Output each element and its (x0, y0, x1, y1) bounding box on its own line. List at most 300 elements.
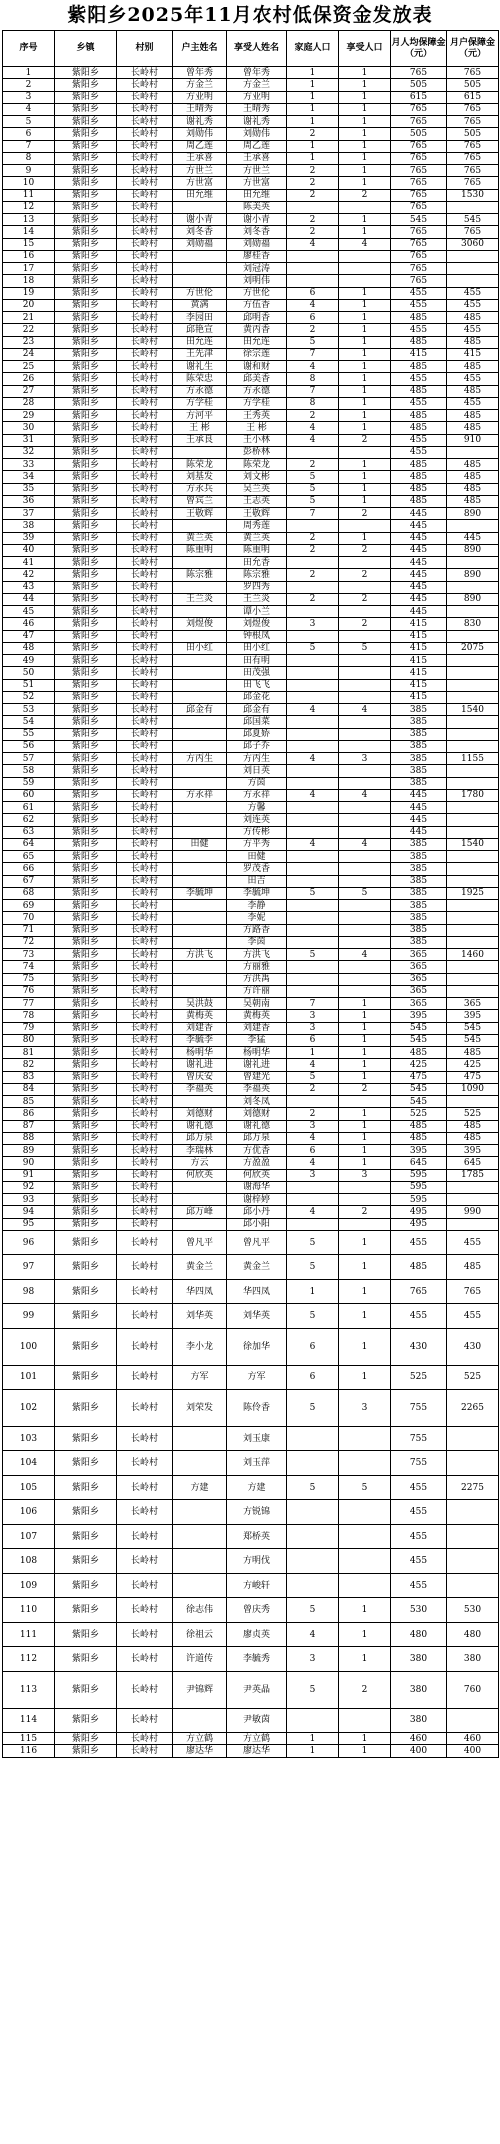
cell-covered-size (339, 201, 391, 213)
cell-household-total: 485 (447, 361, 499, 373)
cell-index: 4 (3, 103, 55, 115)
cell-per-capita: 455 (391, 1475, 447, 1500)
cell-township: 紫阳乡 (55, 103, 117, 115)
cell-village: 长岭村 (117, 1120, 173, 1132)
cell-household-total (447, 263, 499, 275)
cell-township: 紫阳乡 (55, 606, 117, 618)
cell-covered-size (339, 802, 391, 814)
cell-covered-size: 1 (339, 483, 391, 495)
cell-covered-size: 1 (339, 1745, 391, 1757)
cell-covered-size (339, 1181, 391, 1193)
cell-covered-size (339, 655, 391, 667)
cell-per-capita: 415 (391, 679, 447, 691)
cell-village: 长岭村 (117, 1671, 173, 1708)
cell-family-size (287, 924, 339, 936)
cell-village: 长岭村 (117, 1157, 173, 1169)
cell-household-total (447, 1549, 499, 1574)
cell-index: 33 (3, 459, 55, 471)
cell-householder (173, 1194, 227, 1206)
cell-household-total: 765 (447, 177, 499, 189)
cell-covered-size (339, 716, 391, 728)
cell-recipient: 方丽雅 (227, 961, 287, 973)
table-row (3, 642, 499, 654)
cell-index: 18 (3, 275, 55, 287)
cell-covered-size: 1 (339, 1304, 391, 1329)
cell-index: 116 (3, 1745, 55, 1757)
cell-index: 1 (3, 67, 55, 79)
cell-per-capita: 385 (391, 716, 447, 728)
cell-household-total: 765 (447, 226, 499, 238)
cell-family-size: 5 (287, 471, 339, 483)
table-row (3, 802, 499, 814)
cell-family-size (287, 1451, 339, 1476)
cell-index: 41 (3, 557, 55, 569)
cell-family-size (287, 275, 339, 287)
cell-recipient: 方业明 (227, 91, 287, 103)
cell-village: 长岭村 (117, 238, 173, 250)
table-row (3, 593, 499, 605)
cell-index: 103 (3, 1426, 55, 1451)
cell-township: 紫阳乡 (55, 324, 117, 336)
cell-covered-size (339, 667, 391, 679)
cell-index: 114 (3, 1708, 55, 1733)
cell-recipient: 何欣英 (227, 1169, 287, 1181)
table-row (3, 214, 499, 226)
cell-family-size: 4 (287, 238, 339, 250)
cell-recipient: 刘冬香 (227, 226, 287, 238)
cell-householder: 吴洪鼓 (173, 998, 227, 1010)
cell-covered-size (339, 630, 391, 642)
cell-township: 紫阳乡 (55, 1390, 117, 1427)
cell-per-capita: 485 (391, 495, 447, 507)
header-cell: 享受人口 (339, 31, 391, 67)
cell-householder (173, 912, 227, 924)
cell-household-total (447, 875, 499, 887)
cell-village: 长岭村 (117, 802, 173, 814)
cell-household-total: 1780 (447, 789, 499, 801)
cell-recipient: 邱夏娇 (227, 728, 287, 740)
cell-covered-size: 1 (339, 91, 391, 103)
cell-family-size: 4 (287, 299, 339, 311)
cell-township: 紫阳乡 (55, 1549, 117, 1574)
table-row (3, 1255, 499, 1280)
cell-householder (173, 446, 227, 458)
cell-household-total: 455 (447, 1304, 499, 1329)
cell-householder (173, 973, 227, 985)
cell-family-size: 5 (287, 1071, 339, 1083)
table-row (3, 1132, 499, 1144)
cell-recipient: 曾凡平 (227, 1230, 287, 1255)
cell-covered-size: 1 (339, 299, 391, 311)
cell-village: 长岭村 (117, 214, 173, 226)
cell-township: 紫阳乡 (55, 459, 117, 471)
cell-per-capita: 455 (391, 287, 447, 299)
cell-per-capita: 530 (391, 1598, 447, 1623)
cell-village: 长岭村 (117, 434, 173, 446)
cell-householder: 方金兰 (173, 79, 227, 91)
cell-index: 84 (3, 1083, 55, 1095)
cell-village: 长岭村 (117, 471, 173, 483)
cell-covered-size: 1 (339, 422, 391, 434)
cell-householder (173, 275, 227, 287)
cell-per-capita: 385 (391, 728, 447, 740)
cell-township: 紫阳乡 (55, 1524, 117, 1549)
cell-household-total (447, 691, 499, 703)
cell-family-size: 2 (287, 177, 339, 189)
cell-township: 紫阳乡 (55, 520, 117, 532)
header-cell: 序号 (3, 31, 55, 67)
cell-family-size (287, 777, 339, 789)
cell-township: 紫阳乡 (55, 728, 117, 740)
cell-village: 长岭村 (117, 789, 173, 801)
cell-index: 98 (3, 1279, 55, 1304)
cell-family-size: 7 (287, 385, 339, 397)
cell-household-total (447, 606, 499, 618)
cell-index: 14 (3, 226, 55, 238)
cell-covered-size (339, 1194, 391, 1206)
cell-covered-size: 1 (339, 103, 391, 115)
cell-index: 76 (3, 985, 55, 997)
cell-householder (173, 201, 227, 213)
cell-index: 17 (3, 263, 55, 275)
cell-family-size: 7 (287, 508, 339, 520)
cell-household-total: 485 (447, 1255, 499, 1280)
cell-index: 112 (3, 1647, 55, 1672)
table-row (3, 483, 499, 495)
cell-family-size: 6 (287, 287, 339, 299)
cell-family-size: 3 (287, 1120, 339, 1132)
cell-village: 长岭村 (117, 716, 173, 728)
cell-village: 长岭村 (117, 1083, 173, 1095)
cell-per-capita: 445 (391, 814, 447, 826)
cell-per-capita: 395 (391, 1010, 447, 1022)
cell-family-size (287, 1218, 339, 1230)
cell-householder: 刘德财 (173, 1108, 227, 1120)
cell-household-total: 505 (447, 79, 499, 91)
cell-per-capita: 445 (391, 826, 447, 838)
cell-household-total (447, 900, 499, 912)
table-row (3, 900, 499, 912)
cell-householder: 方永祥 (173, 789, 227, 801)
cell-householder: 曾年秀 (173, 67, 227, 79)
cell-per-capita: 385 (391, 936, 447, 948)
cell-recipient: 钟根凤 (227, 630, 287, 642)
cell-village: 长岭村 (117, 495, 173, 507)
cell-village: 长岭村 (117, 361, 173, 373)
cell-township: 紫阳乡 (55, 704, 117, 716)
cell-householder (173, 961, 227, 973)
cell-householder: 谢小青 (173, 214, 227, 226)
cell-covered-size (339, 275, 391, 287)
cell-index: 99 (3, 1304, 55, 1329)
cell-household-total (447, 275, 499, 287)
cell-village: 长岭村 (117, 998, 173, 1010)
cell-householder: 廖达华 (173, 1745, 227, 1757)
cell-household-total (447, 581, 499, 593)
cell-recipient: 刘明伟 (227, 275, 287, 287)
cell-index: 101 (3, 1365, 55, 1390)
cell-per-capita: 380 (391, 1647, 447, 1672)
table-row (3, 875, 499, 887)
cell-per-capita: 430 (391, 1328, 447, 1365)
table-row (3, 495, 499, 507)
cell-township: 紫阳乡 (55, 361, 117, 373)
header-cell: 月人均保障金（元） (391, 31, 447, 67)
cell-household-total: 525 (447, 1365, 499, 1390)
table-row (3, 263, 499, 275)
cell-index: 5 (3, 116, 55, 128)
cell-township: 紫阳乡 (55, 826, 117, 838)
cell-covered-size: 1 (339, 152, 391, 164)
cell-covered-size: 1 (339, 1132, 391, 1144)
cell-village: 长岭村 (117, 1255, 173, 1280)
table-row (3, 630, 499, 642)
cell-village: 长岭村 (117, 373, 173, 385)
table-row (3, 961, 499, 973)
cell-covered-size: 1 (339, 165, 391, 177)
cell-recipient: 陈美英 (227, 201, 287, 213)
cell-householder (173, 520, 227, 532)
table-row (3, 226, 499, 238)
table-row (3, 103, 499, 115)
table-row (3, 1524, 499, 1549)
table-row (3, 557, 499, 569)
cell-family-size: 6 (287, 1328, 339, 1365)
cell-township: 紫阳乡 (55, 753, 117, 765)
table-row (3, 704, 499, 716)
cell-householder: 方河平 (173, 410, 227, 422)
cell-township: 紫阳乡 (55, 1745, 117, 1757)
cell-township: 紫阳乡 (55, 348, 117, 360)
cell-township: 紫阳乡 (55, 1169, 117, 1181)
cell-recipient: 方世兰 (227, 165, 287, 177)
cell-household-total: 1785 (447, 1169, 499, 1181)
cell-household-total (447, 716, 499, 728)
cell-householder: 刘荣发 (173, 1390, 227, 1427)
cell-village: 长岭村 (117, 189, 173, 201)
cell-family-size (287, 900, 339, 912)
cell-recipient: 曾建光 (227, 1071, 287, 1083)
cell-per-capita: 485 (391, 361, 447, 373)
table-row (3, 924, 499, 936)
cell-per-capita: 365 (391, 961, 447, 973)
cell-household-total: 485 (447, 1047, 499, 1059)
cell-covered-size: 1 (339, 67, 391, 79)
cell-township: 紫阳乡 (55, 716, 117, 728)
cell-township: 紫阳乡 (55, 483, 117, 495)
cell-household-total (447, 250, 499, 262)
cell-household-total (447, 924, 499, 936)
table-row (3, 1157, 499, 1169)
cell-covered-size: 1 (339, 397, 391, 409)
table-row (3, 838, 499, 850)
cell-family-size (287, 1500, 339, 1525)
cell-village: 长岭村 (117, 1500, 173, 1525)
cell-village: 长岭村 (117, 152, 173, 164)
cell-household-total: 485 (447, 312, 499, 324)
cell-covered-size: 2 (339, 189, 391, 201)
cell-township: 紫阳乡 (55, 618, 117, 630)
cell-village: 长岭村 (117, 1549, 173, 1574)
cell-householder: 陈重明 (173, 544, 227, 556)
cell-family-size: 4 (287, 1206, 339, 1218)
cell-township: 紫阳乡 (55, 532, 117, 544)
cell-per-capita: 485 (391, 385, 447, 397)
cell-township: 紫阳乡 (55, 299, 117, 311)
cell-index: 39 (3, 532, 55, 544)
cell-family-size (287, 814, 339, 826)
cell-householder: 陈宗雅 (173, 569, 227, 581)
table-row (3, 753, 499, 765)
cell-township: 紫阳乡 (55, 949, 117, 961)
cell-family-size (287, 1426, 339, 1451)
cell-index: 27 (3, 385, 55, 397)
cell-recipient: 刘连英 (227, 814, 287, 826)
cell-family-size: 4 (287, 1132, 339, 1144)
cell-per-capita: 445 (391, 508, 447, 520)
table-row (3, 1304, 499, 1329)
cell-household-total: 365 (447, 998, 499, 1010)
cell-village: 长岭村 (117, 79, 173, 91)
cell-township: 紫阳乡 (55, 1647, 117, 1672)
cell-family-size: 6 (287, 312, 339, 324)
cell-index: 32 (3, 446, 55, 458)
cell-township: 紫阳乡 (55, 287, 117, 299)
cell-recipient: 李静 (227, 900, 287, 912)
table-row (3, 1365, 499, 1390)
cell-index: 12 (3, 201, 55, 213)
cell-index: 58 (3, 765, 55, 777)
cell-per-capita: 385 (391, 753, 447, 765)
cell-per-capita: 365 (391, 973, 447, 985)
cell-householder: 李瑞林 (173, 1145, 227, 1157)
cell-householder: 杨明华 (173, 1047, 227, 1059)
cell-per-capita: 485 (391, 410, 447, 422)
cell-township: 紫阳乡 (55, 1145, 117, 1157)
cell-covered-size: 1 (339, 1622, 391, 1647)
cell-recipient: 王兰炎 (227, 593, 287, 605)
cell-household-total: 890 (447, 569, 499, 581)
cell-index: 44 (3, 593, 55, 605)
cell-index: 102 (3, 1390, 55, 1427)
cell-covered-size: 1 (339, 471, 391, 483)
cell-village: 长岭村 (117, 91, 173, 103)
cell-family-size: 1 (287, 116, 339, 128)
cell-village: 长岭村 (117, 900, 173, 912)
cell-household-total: 525 (447, 1108, 499, 1120)
cell-village: 长岭村 (117, 1745, 173, 1757)
cell-index: 71 (3, 924, 55, 936)
cell-township: 紫阳乡 (55, 226, 117, 238)
cell-village: 长岭村 (117, 226, 173, 238)
table-row (3, 508, 499, 520)
cell-householder: 邱金有 (173, 704, 227, 716)
cell-per-capita: 455 (391, 1500, 447, 1525)
table-row (3, 691, 499, 703)
cell-family-size (287, 263, 339, 275)
cell-recipient: 刘德财 (227, 1108, 287, 1120)
cell-family-size: 2 (287, 459, 339, 471)
cell-family-size: 4 (287, 789, 339, 801)
table-row (3, 471, 499, 483)
cell-recipient: 周乙莲 (227, 140, 287, 152)
cell-village: 长岭村 (117, 1108, 173, 1120)
table-row (3, 532, 499, 544)
cell-recipient: 方世富 (227, 177, 287, 189)
cell-index: 89 (3, 1145, 55, 1157)
cell-recipient: 方锐锦 (227, 1500, 287, 1525)
cell-village: 长岭村 (117, 508, 173, 520)
cell-per-capita: 765 (391, 103, 447, 115)
cell-index: 91 (3, 1169, 55, 1181)
cell-township: 紫阳乡 (55, 1622, 117, 1647)
cell-village: 长岭村 (117, 177, 173, 189)
cell-householder: 王兰炎 (173, 593, 227, 605)
table-row (3, 79, 499, 91)
cell-covered-size (339, 1500, 391, 1525)
cell-covered-size: 1 (339, 79, 391, 91)
cell-township: 紫阳乡 (55, 912, 117, 924)
cell-household-total (447, 1708, 499, 1733)
cell-per-capita: 765 (391, 116, 447, 128)
cell-household-total: 455 (447, 373, 499, 385)
cell-covered-size: 2 (339, 1083, 391, 1095)
cell-household-total (447, 446, 499, 458)
cell-recipient: 方传彬 (227, 826, 287, 838)
cell-per-capita: 645 (391, 1157, 447, 1169)
table-row (3, 201, 499, 213)
cell-covered-size: 1 (339, 1598, 391, 1623)
cell-per-capita: 385 (391, 704, 447, 716)
cell-household-total: 485 (447, 422, 499, 434)
cell-per-capita: 595 (391, 1169, 447, 1181)
cell-recipient: 谢礼进 (227, 1059, 287, 1071)
cell-family-size (287, 581, 339, 593)
cell-index: 100 (3, 1328, 55, 1365)
cell-village: 长岭村 (117, 606, 173, 618)
cell-recipient: 方军 (227, 1365, 287, 1390)
cell-covered-size: 4 (339, 789, 391, 801)
cell-township: 紫阳乡 (55, 569, 117, 581)
table-row (3, 679, 499, 691)
cell-village: 长岭村 (117, 140, 173, 152)
cell-household-total: 485 (447, 1120, 499, 1132)
cell-per-capita: 445 (391, 789, 447, 801)
cell-recipient: 谢礼秀 (227, 116, 287, 128)
cell-index: 29 (3, 410, 55, 422)
cell-index: 82 (3, 1059, 55, 1071)
cell-per-capita: 385 (391, 863, 447, 875)
cell-householder: 方世伦 (173, 287, 227, 299)
cell-family-size: 2 (287, 1108, 339, 1120)
cell-family-size (287, 1096, 339, 1108)
cell-per-capita: 385 (391, 777, 447, 789)
cell-per-capita: 525 (391, 1108, 447, 1120)
cell-household-total (447, 802, 499, 814)
cell-recipient: 田吉 (227, 875, 287, 887)
cell-village: 长岭村 (117, 557, 173, 569)
cell-householder: 田小红 (173, 642, 227, 654)
cell-village: 长岭村 (117, 1145, 173, 1157)
cell-family-size (287, 716, 339, 728)
cell-householder: 刘勋福 (173, 238, 227, 250)
cell-township: 紫阳乡 (55, 1279, 117, 1304)
cell-household-total: 455 (447, 1230, 499, 1255)
cell-household-total: 480 (447, 1622, 499, 1647)
cell-per-capita: 385 (391, 875, 447, 887)
cell-village: 长岭村 (117, 924, 173, 936)
cell-household-total: 830 (447, 618, 499, 630)
